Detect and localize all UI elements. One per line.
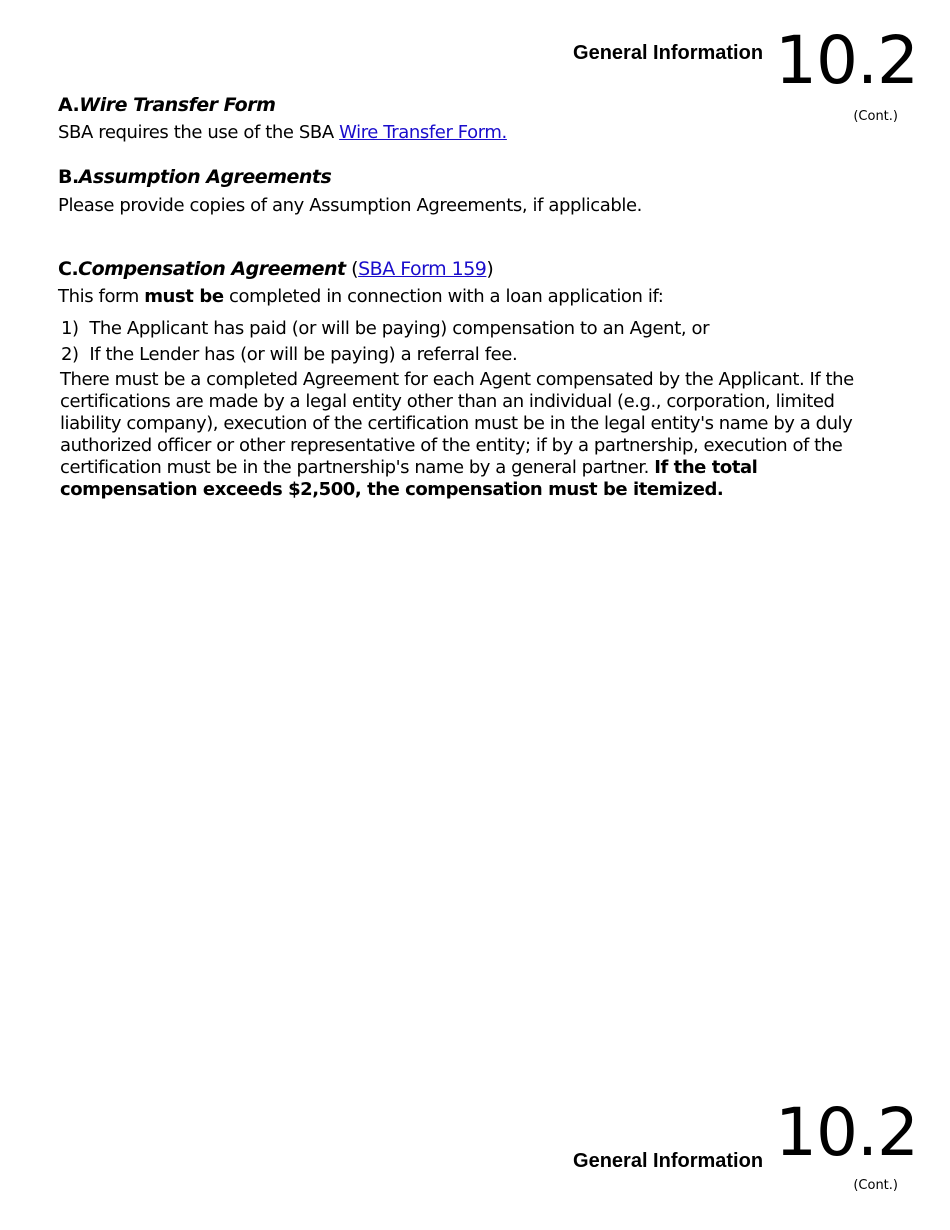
section-c-paren-open: ( — [345, 258, 359, 280]
page-header — [573, 22, 918, 99]
section-b-title: Assumption Agreements — [78, 166, 332, 188]
section-c-title: Compensation Agreement — [78, 258, 346, 280]
section-c-intro-bold: must be — [144, 286, 224, 307]
section-a-heading — [58, 94, 275, 116]
wire-transfer-form-link[interactable]: Wire Transfer Form. — [339, 122, 507, 143]
section-b-text: Please provide copies of any Assumption Agreements, if applicable. — [58, 195, 642, 216]
footer-cont-label: (Cont.) — [853, 1178, 898, 1193]
section-b-heading — [58, 166, 331, 188]
section-c-intro-suffix: completed in connection with a loan application if: — [223, 286, 664, 307]
section-c-intro-prefix: This form — [58, 286, 145, 307]
section-c-paragraph-text: There must be a completed Agreement for each Agent compensated by the Applicant. If the certifications are made by a legal entity other than an individual (e.g., corporation, limited liability company), execution of the certification must be in the legal entity's name by a duly authorized officer or other representative of the entity; if by a partnership, execution of the certification must be in the partnership's name by a general partner. — [60, 369, 854, 478]
section-c-letter: C. — [58, 258, 79, 280]
page-footer — [573, 1094, 918, 1173]
section-a-letter: A. — [58, 94, 80, 116]
footer-section-number: 10.2 — [775, 1094, 918, 1171]
list-item: 1) The Applicant has paid (or will be paying) compensation to an Agent, or — [61, 318, 710, 339]
section-c-paragraph — [60, 369, 880, 501]
header-cont-label: (Cont.) — [853, 109, 898, 124]
section-c-paragraph-bold: If the total compensation exceeds $2,500, the compensation must be itemized. — [60, 457, 758, 500]
footer-section-label: General Information — [573, 1150, 764, 1172]
sba-form-159-link[interactable]: SBA Form 159 — [358, 258, 487, 280]
section-c-intro — [58, 286, 663, 307]
list-item: 2) If the Lender has (or will be paying) a referral fee. — [61, 344, 518, 365]
section-a-text — [58, 122, 507, 143]
header-section-label: General Information — [573, 42, 764, 64]
section-c-heading — [58, 258, 493, 280]
header-section-number: 10.2 — [775, 22, 918, 99]
section-b-letter: B. — [58, 166, 79, 188]
section-c-paren-close: ) — [486, 258, 494, 280]
section-a-text-prefix: SBA requires the use of the SBA — [58, 122, 340, 143]
section-a-title: Wire Transfer Form — [79, 94, 276, 116]
